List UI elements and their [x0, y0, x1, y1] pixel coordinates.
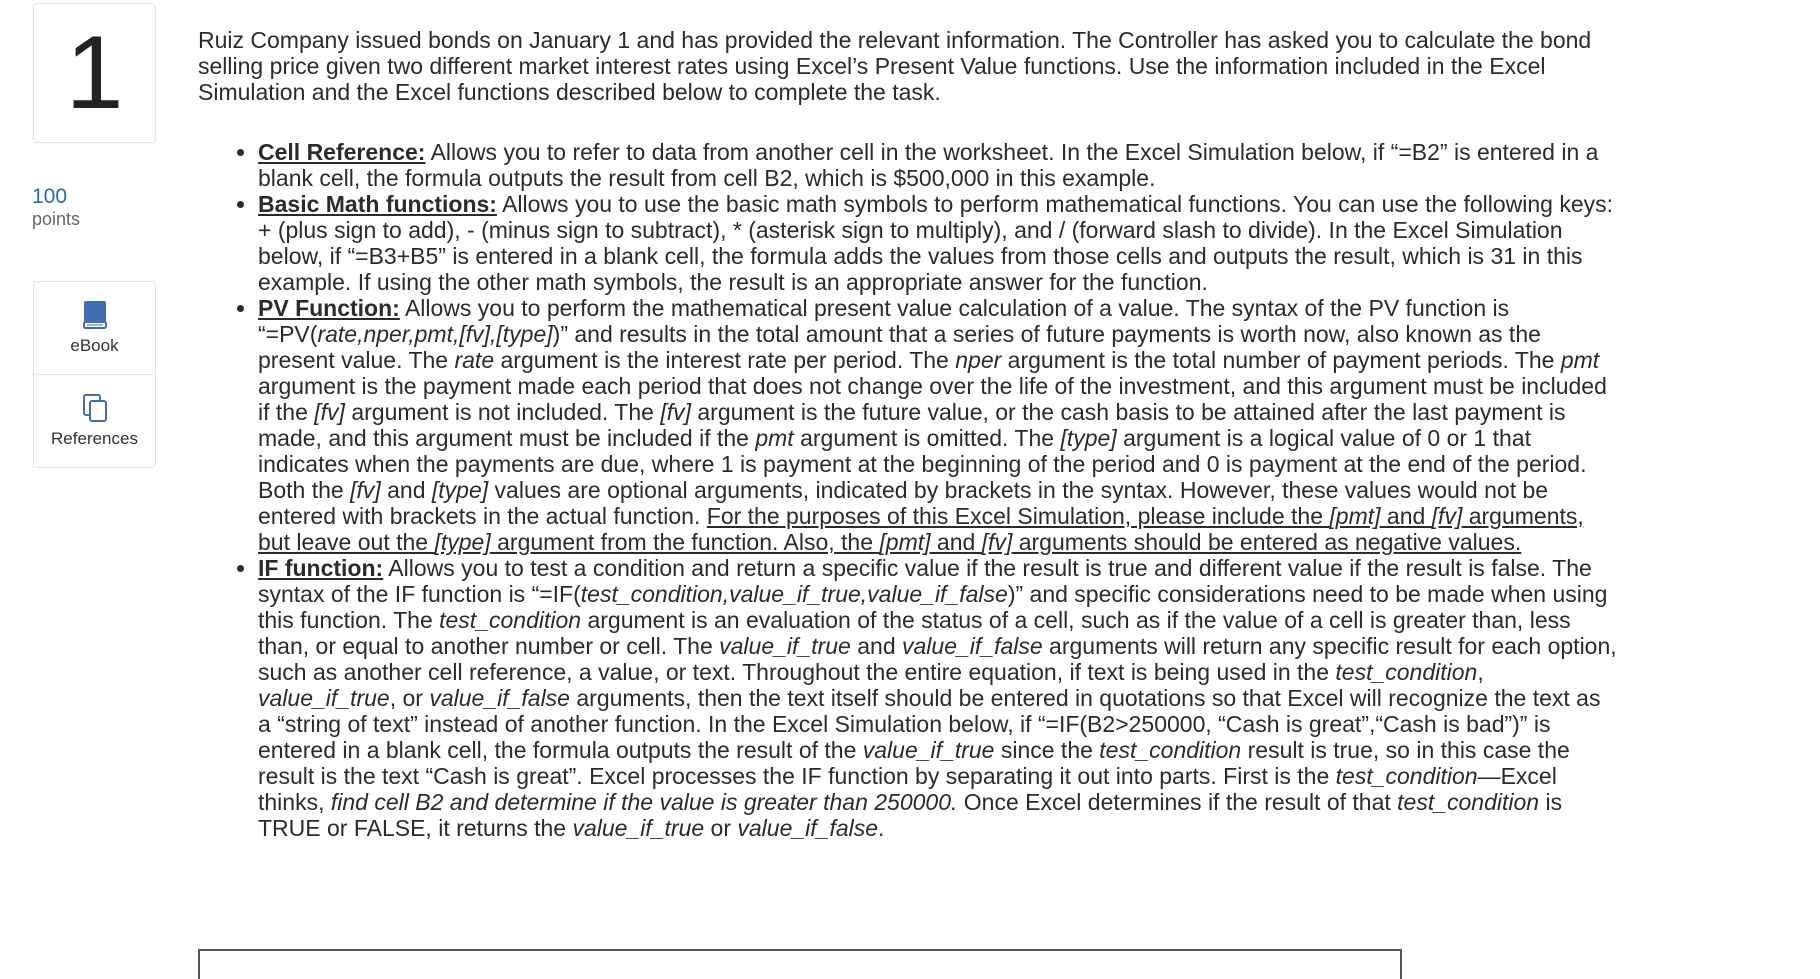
text: )” and results in the total amount that a series of future payments is worth now, also known as the present value. The [258, 321, 1541, 373]
ebook-label: eBook [70, 336, 119, 355]
text: Once Excel determines if the result of that [957, 789, 1398, 815]
italic: find cell B2 and determine if the value is greater than 250000. [330, 789, 958, 815]
italic: test_condition [1397, 789, 1540, 815]
bullet-pv-function [258, 295, 1618, 555]
italic: [pmt] [1329, 503, 1381, 529]
text: argument is the total number of payment periods. The [1001, 347, 1561, 373]
text: or [704, 815, 738, 841]
italic: nper [955, 347, 1002, 373]
italic: [fv] [314, 399, 345, 425]
question-number: 1 [33, 3, 156, 143]
term-cell-reference: Cell Reference: [258, 139, 426, 165]
term-basic-math: Basic Math functions: [258, 191, 497, 217]
text: arguments, then the text itself should be entered in quotations so that Excel will recognize the text as a “string of text” instead of another function. In the Excel Simulation below, if “=IF(B2>250000, “Cash is great”,“Cash is bad”)” is entered in a blank cell, the formula outputs the result of the [258, 685, 1601, 763]
text: Allows you to refer to data from another cell in the worksheet. In the Excel Simulation below, if “=B2” is entered in a blank cell, the formula outputs the result from cell B2, which is $500,000 in this example. [258, 139, 1599, 191]
references-button[interactable] [34, 374, 155, 467]
term-pv-function: PV Function: [258, 295, 400, 321]
italic: pmt [1560, 347, 1600, 373]
text: , or [389, 685, 430, 711]
text: argument is an evaluation of the status of a cell, such as if the value of a cell is greater than, less than, or equal to another number or cell. The [258, 607, 1571, 659]
points-block [32, 184, 80, 231]
book-icon [82, 300, 108, 330]
italic: rate,nper,pmt,[fv],[type] [317, 321, 553, 347]
text: argument is omitted. The [793, 425, 1061, 451]
italic: value_if_true [719, 633, 851, 659]
text: Allows you to perform the mathematical present value calculation of a value. The syntax of the PV function is “=PV( [258, 295, 1510, 347]
italic: value_if_true [862, 737, 995, 763]
italic: value_if_false [737, 815, 879, 841]
text: argument is the future value, or the cash basis to be attained after the last payment is made, and this argument must be included if the [258, 399, 1566, 451]
text: and [930, 529, 982, 555]
italic: test_condition [1335, 659, 1478, 685]
italic: value_if_true [258, 685, 390, 711]
text: For the purposes of this Excel Simulation, please include the [706, 503, 1330, 529]
text: and [850, 633, 902, 659]
term-if-function: IF function: [258, 555, 384, 581]
text: arguments, but leave out the [258, 503, 1584, 555]
italic: [fv] [660, 399, 691, 425]
text: argument is a logical value of 0 or 1 that indicates when the payments are due, where 1 is payment at the beginning of the period and 0 is payment at the end of the period. Both the [258, 425, 1587, 503]
text: )” and specific considerations need to be made when using this function. The [258, 581, 1608, 633]
italic: test_condition,value_if_true,value_if_false [580, 581, 1008, 607]
references-label: References [51, 429, 138, 448]
text: is TRUE or FALSE, it returns the [258, 789, 1563, 841]
italic: [type] [431, 477, 489, 503]
italic: test_condition [1335, 763, 1478, 789]
copy-icon [81, 393, 109, 423]
bullet-if-function [258, 555, 1618, 841]
italic: test_condition [439, 607, 582, 633]
text: since the [994, 737, 1100, 763]
italic: [fv] [1431, 503, 1463, 529]
italic: [pmt] [879, 529, 931, 555]
italic: value_if_false [902, 633, 1043, 659]
italic: [type] [434, 529, 491, 555]
tools-panel [33, 281, 156, 468]
text: Allows you to use the basic math symbols to perform mathematical functions. You can use the following keys: + (plus sign to add), - (minus sign to subtract), * (asterisk sign to multiply), and / (forward slash to divide). In the Excel Simulation below, if “=B3+B5” is entered in a blank cell, the formula adds the values from those cells and outputs the result, which is 31 in this example. If using the other math symbols, the result is an appropriate answer for the function. [258, 191, 1614, 295]
italic: [fv] [981, 529, 1013, 555]
text: argument is the payment made each period that does not change over the life of the investment, and this argument must be included if the [258, 373, 1607, 425]
question-content [198, 27, 1618, 841]
ebook-button[interactable] [34, 282, 155, 374]
text: and [380, 477, 432, 503]
text: . [878, 815, 885, 841]
function-list [198, 139, 1618, 841]
text: argument is the interest rate per period. The [494, 347, 956, 373]
italic: pmt [755, 425, 794, 451]
text: result is true, so in this case the result is the text “Cash is great”. Excel processes the IF function by separating it out into parts. First is the [258, 737, 1570, 789]
italic: value_if_false [429, 685, 570, 711]
text: argument from the function. Also, the [490, 529, 880, 555]
italic: [type] [1060, 425, 1117, 451]
text: Allows you to test a condition and return a specific value if the result is true and different value if the result is false. The syntax of the IF function is “=IF( [258, 555, 1592, 607]
text: —Excel thinks, [258, 763, 1557, 815]
points-value: 100 [32, 185, 68, 208]
italic: [fv] [350, 477, 381, 503]
text: argument is not included. The [344, 399, 661, 425]
bullet-cell-reference [258, 139, 1618, 191]
points-label: points [32, 209, 81, 230]
italic: value_if_true [572, 815, 705, 841]
text: and [1380, 503, 1432, 529]
italic: rate [454, 347, 495, 373]
excel-simulation-frame [198, 949, 1402, 979]
text: values are optional arguments, indicated by brackets in the syntax. However, these values would not be entered with brackets in the actual function. [258, 477, 1549, 529]
text: arguments should be entered as negative values. [1012, 529, 1522, 555]
italic: test_condition [1099, 737, 1242, 763]
text: , [1477, 659, 1484, 685]
text: arguments will return any specific result for each option, such as another cell reference, a value, or text. Throughout the entire equation, if text is being used in the [258, 633, 1617, 685]
bullet-basic-math [258, 191, 1618, 295]
intro-paragraph: Ruiz Company issued bonds on January 1 and has provided the relevant information. The Controller has asked you to calculate the bond selling price given two different market interest rates using Excel’s Present Value functions. Use the information included in the Excel Simulation and the Excel functions described below to complete the task. [198, 27, 1592, 105]
